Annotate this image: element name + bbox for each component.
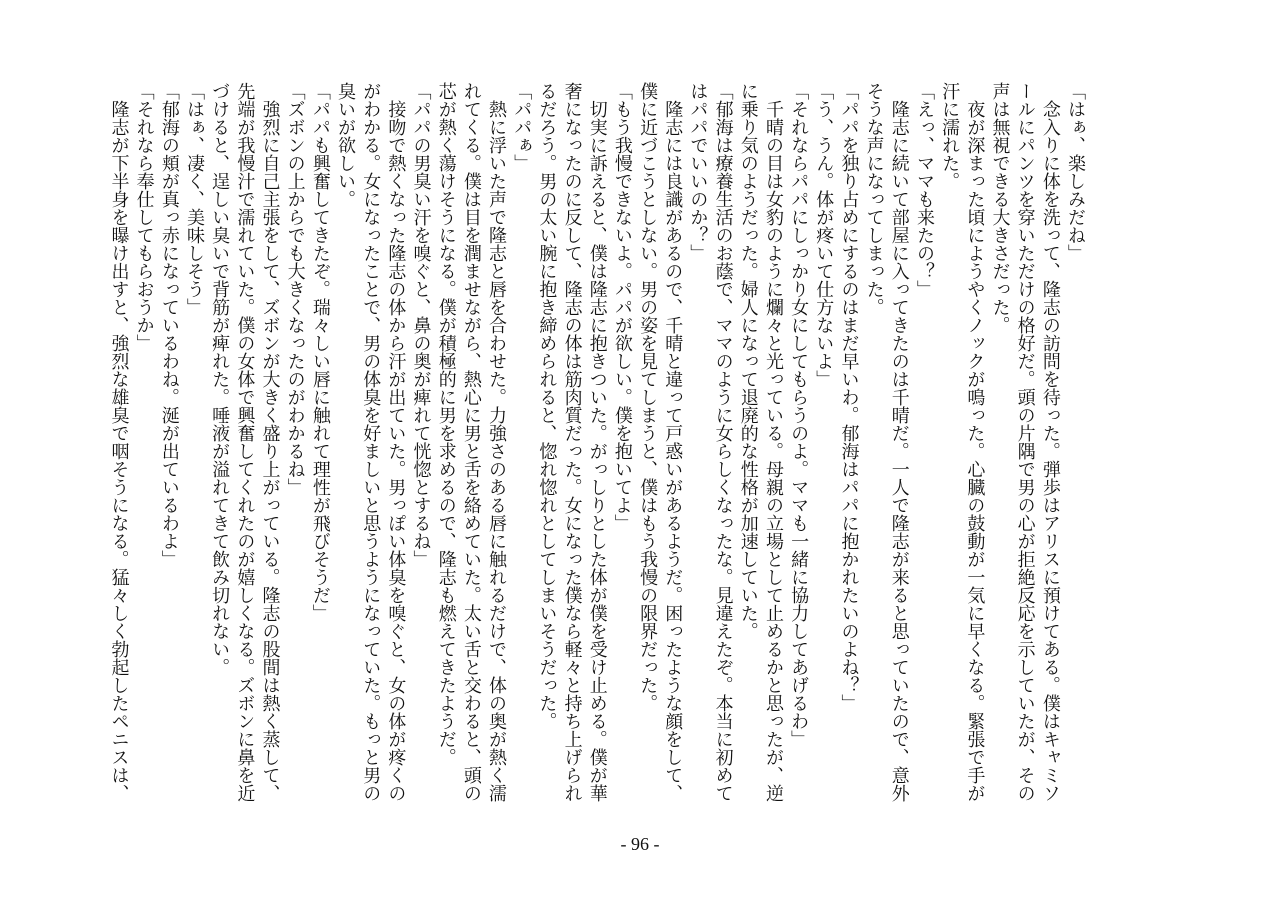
text-line: 「それならパパにしっかり女にしてもらうのよ。ママも一緒に協力してあげるわ」 [788,82,810,748]
text-line: 隆志が下半身を曝け出すと、強烈な雄臭で咽そうになる。猛々しく勃起したペニスは、 [108,100,130,802]
text-line: 熱に浮いた声で隆志と唇を合わせた。力強さのある唇に触れるだけで、体の奥が熱く濡 [486,100,508,802]
text-line: 「もう我慢できないよ。パパが欲しい。僕を抱いてよ」 [611,82,633,532]
text-line: 「郁海は療養生活のお蔭で、ママのように女らしくなったな。見違えたぞ。本当に初めて [712,82,734,802]
text-line: るだろう。男の太い腕に抱き締められると、惚れ惚れとしてしまいそうだった。 [536,82,558,730]
text-line: 芯が熱く蕩けそうになる。僕が積極的に男を求めるので、隆志も燃えてきたようだ。 [435,82,457,766]
text-line: 「郁海の頬が真っ赤になっているわね。涎が出ているわよ」 [158,82,180,568]
text-line: 奢になったのに反して、隆志の体は筋肉質だった。女になった僕なら軽々と持ち上げられ [561,82,583,802]
vertical-text-body [106,82,1088,806]
text-line: れてくる。僕は目を潤ませながら、熱心に男と舌を絡めていた。太い舌と交わると、頭の [460,82,482,802]
text-line: 臭いが欲しい。 [335,82,357,208]
text-line: 「パパの男臭い汗を嗅ぐと、鼻の奥が痺れて恍惚とするね」 [410,82,432,568]
text-line: 「う、うん。体が疼いて仕方ないよ」 [813,82,835,388]
text-line: 「はぁ、凄く、美味しそう」 [183,82,205,316]
text-line: に乗り気のようだった。婦人になって退廃的な性格が加速していた。 [737,82,759,640]
text-line: 接吻で熱くなった隆志の体から汗が出ていた。男っぽい体臭を嗅ぐと、女の体が疼くの [385,100,407,802]
text-line: 切実に訴えると、僕は隆志に抱きついた。がっしりとした体が僕を受け止める。僕が華 [586,100,608,802]
text-line: 先端が我慢汁で濡れていた。僕の女体で興奮してくれたのが嬉しくなる。ズボンに鼻を近 [234,82,256,802]
text-line: 「えっ、ママも来たの？」 [913,82,935,298]
text-line: 念入りに体を洗って、隆志の訪問を待った。弾歩はアリスに預けてある。僕はキャミソ [1039,100,1061,802]
text-line: づけると、逞しい臭いで背筋が痺れた。唾液が溢れてきて飲み切れない。 [209,82,231,676]
text-line: 強烈に自己主張をして、ズボンが大きく盛り上がっている。隆志の股間は熱く蒸して、 [259,100,281,802]
text-line: 「はぁ、楽しみだね」 [1065,82,1086,262]
text-line: 汗に濡れた。 [939,82,961,190]
text-line: 僕に近づこうとしない。男の姿を見てしまうと、僕はもう我慢の限界だった。 [637,82,659,712]
text-line: 千晴の目は女豹のように爛々と光っている。母親の立場として止めるかと思ったが、逆 [762,100,784,802]
text-line: 「パパを独り占めにするのはまだ早いわ。郁海はパパに抱かれたいのよね？」 [838,82,860,712]
text-line: 「パパも興奮してきたぞ。瑞々しい唇に触れて理性が飛びそうだ」 [309,82,331,622]
text-line: ールにパンツを穿いただけの格好だ。頭の片隅で男の心が拒絶反応を示していたが、その [1014,82,1036,802]
text-line: 「パパぁ」 [511,82,533,172]
text-line: そうな声になってしまった。 [863,82,885,316]
page-number: - 96 - [620,834,660,854]
text-line: 夜が深まった頃にようやくノックが鳴った。心臓の鼓動が一気に早くなる。緊張で手が [964,100,986,802]
text-line: はパパでいいのか？」 [687,82,709,262]
text-line: 「それなら奉仕してもらおうか」 [133,82,155,352]
text-line: がわかる。女になったことで、男の体臭を好ましいと思うようになっていた。もっと男の [360,82,382,802]
text-line: 声は無視できる大きさだった。 [989,82,1011,334]
text-line: 「ズボンの上からでも大きくなったのがわかるね」 [284,82,306,496]
text-line: 隆志に続いて部屋に入ってきたのは千晴だ。一人で隆志が来ると思っていたので、意外 [888,100,910,802]
text-line: 隆志には良識があるので、千晴と違って戸惑いがあるようだ。困ったような顔をして、 [662,100,684,802]
